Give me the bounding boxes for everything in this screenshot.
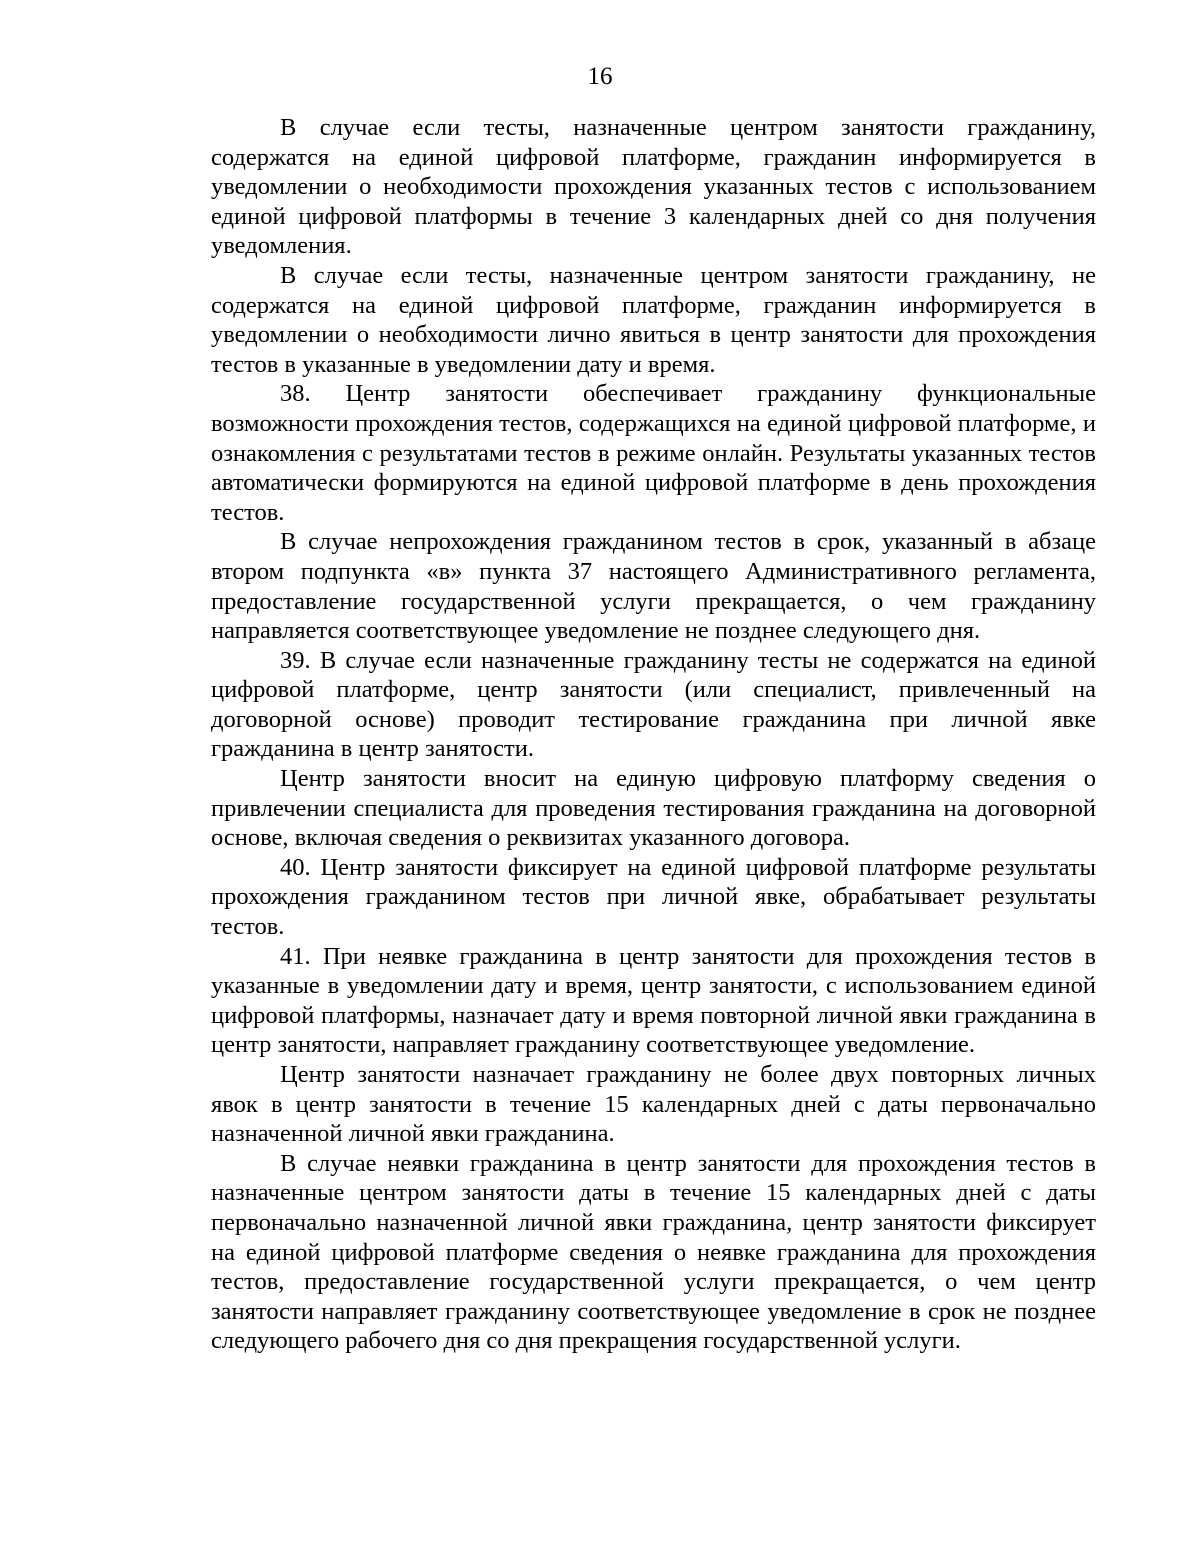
document-body (211, 113, 1096, 1356)
paragraph-tests-on-platform: В случае если тесты, назначенные центром занятости гражданину, содержатся на единой цифровой платформе, гражданин информируется в уведомлении о необходимости прохождения указанных тестов с использованием единой цифровой платформы в течение 3 календарных дней со дня получения уведомления. (211, 114, 1096, 260)
paragraph-specialist-info: Центр занятости вносит на единую цифровую платформу сведения о привлечении специалиста для проведения тестирования гражданина на договорной основе, включая сведения о реквизитах указанного договора. (211, 765, 1096, 852)
paragraph-no-show: В случае неявки гражданина в центр занятости для прохождения тестов в назначенные центром занятости даты в течение 15 календарных дней с даты первоначально назначенной личной явки гражданина, центр занятости фиксирует на единой цифровой платформе сведения о неявке гражданина для прохождения тестов, предоставление государственной услуги прекращается, о чем центр занятости направляет гражданину соответствующее уведомление в срок не позднее следующего рабочего дня со дня прекращения государственной услуги. (211, 1149, 1096, 1355)
paragraph-tests-not-on-platform: В случае если тесты, назначенные центром занятости гражданину, не содержатся на единой цифровой платформе, гражданин информируется в уведомлении о необходимости лично явиться в центр занятости для прохождения тестов в указанные в уведомлении дату и время. (211, 261, 1096, 378)
paragraph-item-41: 41. При неявке гражданина в центр занятости для прохождения тестов в указанные в уведомлении дату и время, центр занятости, с использованием единой цифровой платформы, назначает дату и время повторной личной явки гражданина в центр занятости, направляет гражданину соответствующее уведомление. (211, 942, 1096, 1059)
paragraph-tests-not-passed: В случае непрохождения гражданином тестов в срок, указанный в абзаце втором подпункта «в» пункта 37 настоящего Административного регламента, предоставление государственной услуги прекращается, о чем гражданину направляется соответствующее уведомление не позднее следующего дня. (211, 528, 1096, 645)
page-number: 16 (587, 63, 613, 90)
paragraph-item-39: 39. В случае если назначенные гражданину тесты не содержатся на единой цифровой платформе, центр занятости (или специалист, привлеченный на договорной основе) проводит тестирование гражданина при личной явке гражданина в центр занятости. (211, 646, 1096, 763)
paragraph-item-40: 40. Центр занятости фиксирует на единой цифровой платформе результаты прохождения гражданином тестов при личной явке, обрабатывает результаты тестов. (211, 853, 1096, 941)
paragraph-repeat-visits: Центр занятости назначает гражданину не более двух повторных личных явок в центр занятости в течение 15 календарных дней с даты первоначально назначенной личной явки гражданина. (211, 1061, 1096, 1148)
paragraph-item-38: 38. Центр занятости обеспечивает гражданину функциональные возможности прохождения тестов, содержащихся на единой цифровой платформе, и ознакомления с результатами тестов в режиме онлайн. Результаты указанных тестов автоматически формируются на единой цифровой платформе в день прохождения тестов. (211, 380, 1096, 526)
